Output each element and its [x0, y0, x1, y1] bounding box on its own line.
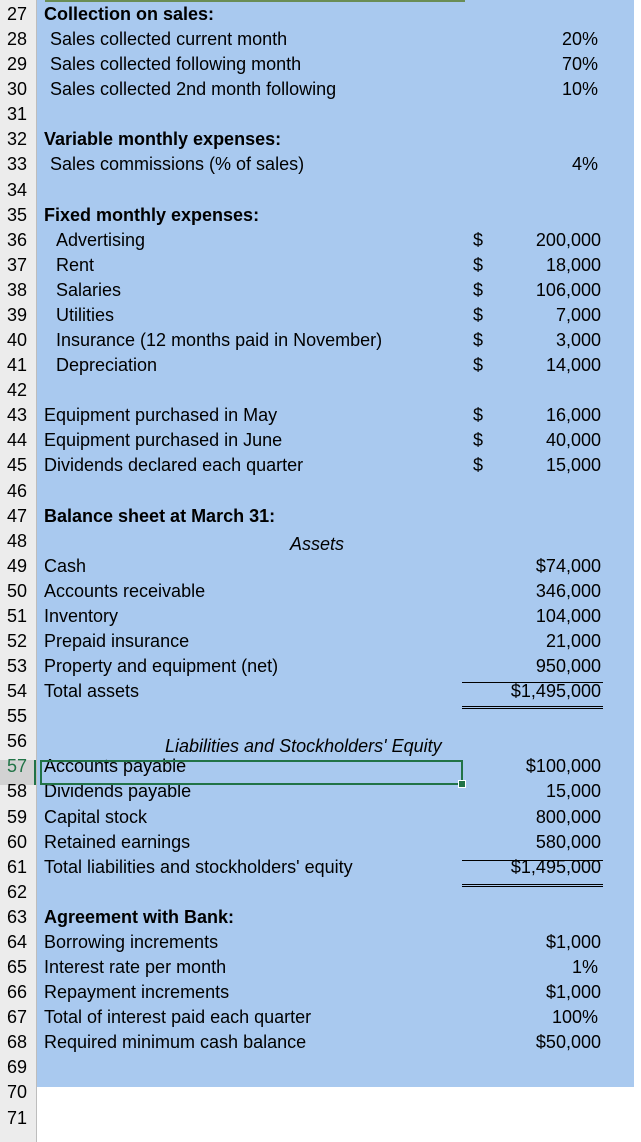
cell-value[interactable]: 20% — [561, 29, 598, 49]
cell-label[interactable]: Collection on sales: — [44, 4, 215, 24]
cell-label[interactable]: Equipment purchased in June — [44, 430, 283, 450]
row-number[interactable]: 48 — [7, 531, 28, 551]
sheet-row-52[interactable] — [0, 629, 641, 654]
cell-label[interactable]: Total of interest paid each quarter — [44, 1007, 312, 1027]
liabilities-total-double-line — [462, 884, 603, 887]
cell-label[interactable]: Sales commissions (% of sales) — [50, 154, 305, 174]
cell-value[interactable]: 70% — [561, 54, 598, 74]
sheet-row-36[interactable] — [0, 228, 641, 253]
sheet-row-34[interactable] — [0, 178, 641, 203]
cell-currency-symbol[interactable]: $ — [473, 305, 484, 325]
row-number[interactable]: 38 — [7, 280, 28, 300]
cell-value[interactable]: $1,000 — [545, 982, 601, 1002]
cell-value[interactable]: 15,000 — [545, 781, 601, 801]
cell-label[interactable]: Variable monthly expenses: — [44, 129, 282, 149]
row-number[interactable]: 37 — [7, 255, 28, 275]
cell-value[interactable]: 104,000 — [535, 606, 601, 626]
row-number[interactable]: 59 — [7, 807, 28, 827]
row-number[interactable]: 29 — [7, 54, 28, 74]
cell-currency-symbol[interactable]: $ — [473, 280, 484, 300]
sheet-row-29[interactable] — [0, 52, 641, 77]
row-number[interactable]: 55 — [7, 706, 28, 726]
cell-label[interactable]: Required minimum cash balance — [44, 1032, 307, 1052]
cell-label[interactable]: Total liabilities and stockholders' equity — [44, 857, 353, 877]
sheet-row-45[interactable] — [0, 453, 641, 478]
row-number[interactable]: 60 — [7, 832, 28, 852]
cell-label[interactable]: Borrowing increments — [44, 932, 219, 952]
row-number[interactable]: 42 — [7, 380, 28, 400]
cell-currency-symbol[interactable]: $ — [473, 405, 484, 425]
cell-value[interactable]: $1,000 — [545, 932, 601, 952]
row-number[interactable]: 50 — [7, 581, 28, 601]
sheet-row-68[interactable] — [0, 1030, 641, 1055]
sheet-row-32[interactable] — [0, 127, 641, 152]
sheet-row-27[interactable] — [0, 2, 641, 27]
row-number[interactable]: 35 — [7, 205, 28, 225]
cell-currency-symbol[interactable]: $ — [473, 430, 484, 450]
sheet-row-60[interactable] — [0, 830, 641, 855]
sheet-row-42[interactable] — [0, 378, 641, 403]
row-number[interactable]: 28 — [7, 29, 28, 49]
cell-currency-symbol[interactable]: $ — [473, 330, 484, 350]
cell-label[interactable]: Rent — [56, 255, 95, 275]
sheet-row-33[interactable] — [0, 152, 641, 177]
sheet-row-67[interactable] — [0, 1005, 641, 1030]
sheet-row-64[interactable] — [0, 930, 641, 955]
row-number[interactable]: 68 — [7, 1032, 28, 1052]
sheet-row-35[interactable] — [0, 203, 641, 228]
cell-label[interactable]: Sales collected following month — [50, 54, 302, 74]
row-number[interactable]: 53 — [7, 656, 28, 676]
cell-label[interactable]: Insurance (12 months paid in November) — [56, 330, 383, 350]
sheet-row-70[interactable] — [0, 1080, 641, 1105]
cell-value[interactable]: 580,000 — [535, 832, 601, 852]
cell-label[interactable]: Accounts receivable — [44, 581, 206, 601]
row-number[interactable]: 62 — [7, 882, 28, 902]
cell-value[interactable]: 18,000 — [545, 255, 601, 275]
cell-value[interactable]: 800,000 — [535, 807, 601, 827]
cell-value[interactable]: 15,000 — [545, 455, 601, 475]
liabilities-subtotal-line — [462, 860, 603, 861]
cell-label[interactable]: Inventory — [44, 606, 119, 626]
cell-value[interactable]: 10% — [561, 79, 598, 99]
cell-currency-symbol[interactable]: $ — [473, 255, 484, 275]
cell-value[interactable]: 40,000 — [545, 430, 601, 450]
cell-value[interactable]: 16,000 — [545, 405, 601, 425]
row-number[interactable]: 70 — [7, 1082, 28, 1102]
cell-value[interactable]: 7,000 — [555, 305, 601, 325]
cell-label[interactable]: Utilities — [56, 305, 115, 325]
liabilities-heading: Liabilities and Stockholders' Equity — [165, 736, 442, 756]
row-number[interactable]: 67 — [7, 1007, 28, 1027]
sheet-row-61[interactable] — [0, 855, 641, 880]
cell-value[interactable]: 950,000 — [535, 656, 601, 676]
row-number[interactable]: 40 — [7, 330, 28, 350]
cell-label[interactable]: Accounts payable — [44, 756, 187, 776]
row-number[interactable]: 41 — [7, 355, 28, 375]
assets-total-double-line — [462, 706, 603, 709]
cell-label[interactable]: Sales collected current month — [50, 29, 288, 49]
sheet-row-71[interactable] — [0, 1106, 641, 1131]
row-number[interactable]: 36 — [7, 230, 28, 250]
cell-label[interactable]: Property and equipment (net) — [44, 656, 279, 676]
cell-label[interactable]: Sales collected 2nd month following — [50, 79, 337, 99]
row-number[interactable]: 51 — [7, 606, 28, 626]
cell-currency-symbol[interactable]: $ — [473, 355, 484, 375]
row-number[interactable]: 64 — [7, 932, 28, 952]
cell-label[interactable]: Dividends payable — [44, 781, 192, 801]
cell-label[interactable]: Prepaid insurance — [44, 631, 190, 651]
row-number[interactable]: 69 — [7, 1057, 28, 1077]
sheet-row-51[interactable] — [0, 604, 641, 629]
row-number[interactable]: 30 — [7, 79, 28, 99]
row-number[interactable]: 39 — [7, 305, 28, 325]
row-number[interactable]: 66 — [7, 982, 28, 1002]
cell-value[interactable]: $74,000 — [535, 556, 601, 576]
fill-handle[interactable] — [458, 780, 466, 788]
row-number[interactable]: 46 — [7, 481, 28, 501]
cell-label[interactable]: Agreement with Bank: — [44, 907, 235, 927]
cell-label[interactable]: Interest rate per month — [44, 957, 227, 977]
sheet-row-43[interactable] — [0, 403, 641, 428]
row-number[interactable]: 45 — [7, 455, 28, 475]
cell-label[interactable]: Fixed monthly expenses: — [44, 205, 260, 225]
sheet-row-31[interactable] — [0, 102, 641, 127]
row-number[interactable]: 63 — [7, 907, 28, 927]
cell-label[interactable]: Salaries — [56, 280, 122, 300]
sheet-row-47[interactable] — [0, 504, 641, 529]
sheet-row-53[interactable] — [0, 654, 641, 679]
cell-value[interactable]: 14,000 — [545, 355, 601, 375]
sheet-row-40[interactable] — [0, 328, 641, 353]
row-number[interactable]: 44 — [7, 430, 28, 450]
row-number[interactable]: 31 — [7, 104, 28, 124]
active-cell-selection[interactable] — [40, 760, 463, 785]
cell-value[interactable]: 3,000 — [555, 330, 601, 350]
cell-currency-symbol[interactable]: $ — [473, 455, 484, 475]
cell-label[interactable]: Retained earnings — [44, 832, 191, 852]
sheet-row-37[interactable] — [0, 253, 641, 278]
sheet-row-41[interactable] — [0, 353, 641, 378]
row-number[interactable]: 43 — [7, 405, 28, 425]
sheet-row-46[interactable] — [0, 479, 641, 504]
row-number[interactable]: 27 — [7, 4, 28, 24]
cell-value[interactable]: $1,495,000 — [510, 857, 601, 877]
sheet-row-69[interactable] — [0, 1055, 641, 1080]
row-number[interactable]: 65 — [7, 957, 28, 977]
cell-value[interactable]: 1% — [571, 957, 598, 977]
cell-value[interactable]: $1,495,000 — [510, 681, 601, 701]
sheet-row-50[interactable] — [0, 579, 641, 604]
cell-value[interactable]: 106,000 — [535, 280, 601, 300]
sheet-row-66[interactable] — [0, 980, 641, 1005]
cell-label[interactable]: Advertising — [56, 230, 146, 250]
assets-subtotal-line — [462, 682, 603, 683]
sheet-row-38[interactable] — [0, 278, 641, 303]
cell-value[interactable]: 21,000 — [545, 631, 601, 651]
cell-label[interactable]: Dividends declared each quarter — [44, 455, 304, 475]
row-number[interactable]: 58 — [7, 781, 28, 801]
row-number[interactable]: 34 — [7, 180, 28, 200]
sheet-row-44[interactable] — [0, 428, 641, 453]
row-number[interactable]: 71 — [7, 1108, 28, 1128]
row-number[interactable]: 54 — [7, 681, 28, 701]
cell-currency-symbol[interactable]: $ — [473, 230, 484, 250]
cell-value[interactable]: 346,000 — [535, 581, 601, 601]
cell-label[interactable]: Depreciation — [56, 355, 158, 375]
cell-label[interactable]: Cash — [44, 556, 87, 576]
cell-label[interactable]: Balance sheet at March 31: — [44, 506, 276, 526]
sheet-row-49[interactable] — [0, 554, 641, 579]
sheet-row-28[interactable] — [0, 27, 641, 52]
sheet-row-59[interactable] — [0, 805, 641, 830]
sheet-row-39[interactable] — [0, 303, 641, 328]
row-number[interactable]: 47 — [7, 506, 28, 526]
cell-label[interactable]: Repayment increments — [44, 982, 230, 1002]
row-number[interactable]: 52 — [7, 631, 28, 651]
cell-label[interactable]: Equipment purchased in May — [44, 405, 278, 425]
cell-value[interactable]: 200,000 — [535, 230, 601, 250]
row-number[interactable]: 49 — [7, 556, 28, 576]
sheet-row-63[interactable] — [0, 905, 641, 930]
cell-value[interactable]: $50,000 — [535, 1032, 601, 1052]
sheet-row-65[interactable] — [0, 955, 641, 980]
row-number[interactable]: 61 — [7, 857, 28, 877]
row-number[interactable]: 56 — [7, 731, 28, 751]
cell-value[interactable]: 4% — [571, 154, 598, 174]
sheet-row-30[interactable] — [0, 77, 641, 102]
row-number[interactable]: 33 — [7, 154, 28, 174]
cell-value[interactable]: $100,000 — [525, 756, 601, 776]
assets-heading: Assets — [290, 534, 345, 554]
row-number[interactable]: 32 — [7, 129, 28, 149]
row-number[interactable]: 57 — [7, 756, 28, 776]
cell-label[interactable]: Total assets — [44, 681, 140, 701]
cell-label[interactable]: Capital stock — [44, 807, 148, 827]
cell-value[interactable]: 100% — [551, 1007, 598, 1027]
